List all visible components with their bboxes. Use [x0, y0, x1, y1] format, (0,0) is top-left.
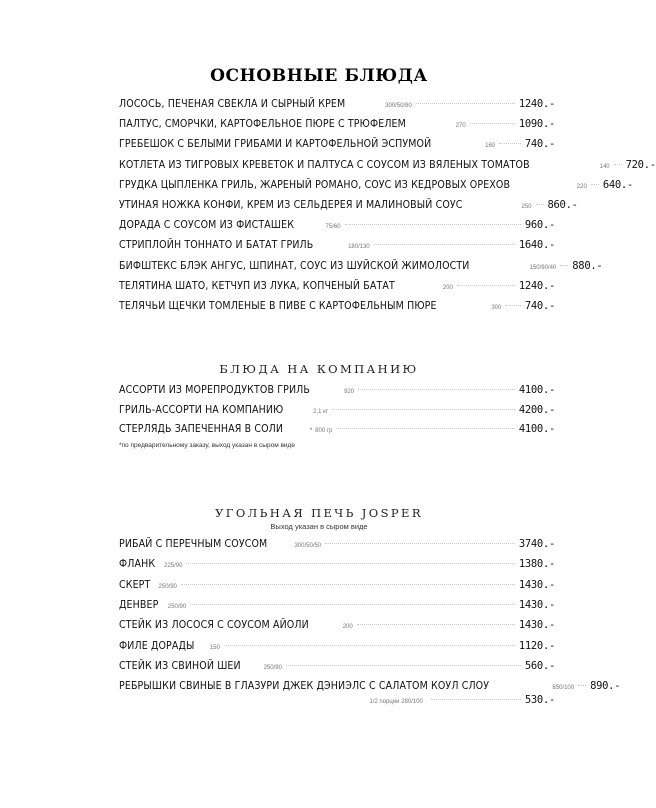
menu-item-name: СТЕРЛЯДЬ ЗАПЕЧЕННАЯ В СОЛИ [119, 422, 284, 435]
menu-item-name: ГРИЛЬ-АССОРТИ НА КОМПАНИЮ [119, 402, 284, 416]
menu-item-name: БИФШТЕКС БЛЭК АНГУС, ШПИНАТ, СОУС ИЗ ШУЙСКОЙ ЖИМОЛОСТИ [119, 258, 470, 272]
menu-item-name: УТИНАЯ НОЖКА КОНФИ, КРЕМ ИЗ СЕЛЬДЕРЕЯ И МАЛИНОВЫЙ СОУС [119, 198, 463, 211]
menu-item-row [119, 557, 555, 575]
menu-item-name-group [119, 137, 495, 150]
menu-item-name-group [119, 117, 466, 130]
menu-item-price: 3740.- [518, 538, 555, 550]
menu-item-price: 740.- [524, 138, 555, 151]
menu-item-name-group [119, 403, 328, 416]
menu-item-name-group [119, 178, 587, 191]
menu-item-row [119, 198, 578, 216]
menu-item-weight: 140 [599, 163, 610, 170]
menu-item-name: СТЕЙК ИЗ ЛОСОСЯ С СОУСОМ АЙОЛИ [119, 618, 309, 632]
leader-dots [224, 645, 515, 646]
leader-dots [614, 164, 622, 165]
menu-item-name-group [119, 279, 453, 292]
menu-item-weight: 270 [455, 123, 466, 130]
leader-dots [325, 543, 515, 544]
menu-item-name-group [119, 238, 370, 251]
menu-item-price: 1430.- [518, 578, 555, 591]
menu-item-name-group [119, 659, 282, 672]
section-title-josper: УГОЛЬНАЯ ПЕЧЬ JOSPER [215, 506, 423, 520]
menu-item-name-group [119, 259, 556, 272]
menu-item-weight: 800 гр [315, 428, 333, 434]
menu-item-price: 4100.- [518, 384, 555, 396]
company-footnote: *по предварительному заказу, выход указан в сыром виде [119, 442, 295, 449]
menu-item-name-group [119, 578, 177, 591]
leader-dots [431, 699, 521, 700]
menu-item-price: 1240.- [518, 279, 555, 292]
menu-item-name-group [119, 198, 532, 211]
menu-item-name: ТЕЛЯЧЬИ ЩЕЧКИ ТОМЛЕНЫЕ В ПИВЕ С КАРТОФЕЛЬНЫМ ПЮРЕ [119, 299, 437, 312]
leader-dots [345, 224, 521, 225]
menu-item-name-group [119, 598, 186, 611]
leader-dots [286, 665, 521, 666]
menu-item-price: 740.- [524, 300, 555, 312]
menu-item-row [119, 157, 656, 176]
leader-dots [374, 244, 515, 245]
menu-item-name: РИБАЙ С ПЕРЕЧНЫМ СОУСОМ [119, 537, 268, 550]
menu-item-price: 4100.- [518, 423, 555, 435]
section-title-main: ОСНОВНЫЕ БЛЮДА [210, 66, 428, 86]
menu-item-weight: 225/90 [164, 563, 183, 570]
menu-item-row [119, 299, 555, 317]
menu-item-name-group [119, 557, 182, 570]
menu-item-weight: 200 [442, 284, 453, 291]
menu-item-price: 720.- [625, 158, 656, 171]
menu-item-name: ТЕЛЯТИНА ШАТО, КЕТЧУП ИЗ ЛУКА, КОПЧЕНЫЙ БАТАТ [119, 278, 395, 292]
menu-item-row [119, 598, 555, 616]
menu-item-weight: 300/50/80 [385, 103, 412, 109]
menu-item-row [119, 218, 555, 236]
footnote-mark: * [309, 428, 313, 434]
menu-item-row [119, 258, 603, 277]
menu-item-row [119, 137, 555, 155]
menu-item-name: ПАЛТУС, СМОРЧКИ, КАРТОФЕЛЬНОЕ ПЮРЕ С ТРЮФЕЛЕМ [119, 117, 406, 131]
menu-item-price: 860.- [547, 199, 578, 211]
menu-item-weight: 200 [342, 624, 353, 631]
menu-item-price: 880.- [572, 259, 603, 272]
menu-item-name-group [119, 158, 610, 171]
josper-subtitle: Выход указан в сыром виде [270, 522, 368, 531]
menu-item-name: ФЛАНК [119, 557, 156, 571]
menu-item-name-group [119, 679, 574, 692]
menu-item-row [119, 97, 555, 115]
menu-item-name-group [119, 218, 341, 231]
menu-item-weight: 920 [344, 389, 355, 395]
menu-item-row [119, 578, 555, 596]
menu-item-name: СТРИПЛОЙН ТОННАТО И БАТАТ ГРИЛЬ [119, 238, 314, 252]
menu-item-name: РЕБРЫШКИ СВИНЫЕ В ГЛАЗУРИ ДЖЕК ДЭНИЭЛС С САЛАТОМ КОУЛ СЛОУ [119, 679, 490, 693]
menu-item-weight: 160 [485, 143, 496, 150]
menu-item-price: 1120.- [518, 639, 555, 652]
menu-item-row [119, 422, 555, 440]
menu-item-weight: 250/90 [167, 603, 187, 610]
menu-item-row [119, 279, 555, 297]
menu-item-name: ФИЛЕ ДОРАДЫ [119, 638, 195, 652]
leader-dots [560, 265, 568, 266]
leader-dots [416, 103, 515, 104]
menu-item-name-group [119, 422, 332, 435]
menu-item-name: СТЕЙК ИЗ СВИНОЙ ШЕИ [119, 658, 241, 672]
menu-item-weight: 180/130 [348, 244, 370, 251]
menu-item-name-group [119, 383, 354, 396]
menu-item-row [119, 177, 633, 196]
menu-item-price: 1240.- [518, 98, 555, 110]
menu-item-price: 560.- [524, 659, 555, 672]
menu-item-name-group [119, 618, 353, 631]
menu-item-row [119, 618, 555, 636]
menu-item-weight: 300 [491, 305, 502, 311]
menu-item-row [119, 117, 555, 135]
menu-item-weight: 250/90 [158, 583, 177, 590]
leader-dots [470, 123, 515, 124]
leader-dots [457, 285, 515, 286]
leader-dots [499, 143, 521, 144]
menu-item-price: 640.- [602, 178, 633, 191]
half-portion-row [119, 694, 555, 712]
menu-item-row [119, 659, 555, 677]
menu-item-price: 1430.- [518, 619, 555, 632]
menu-item-weight: 300/50/50 [294, 543, 322, 549]
menu-item-name-group [119, 639, 220, 652]
leader-dots [358, 389, 515, 390]
menu-item-price: 1640.- [518, 239, 555, 252]
menu-item-weight: 850/100 [552, 685, 575, 692]
menu-item-name: ДОРАДА С СОУСОМ ИЗ ФИСТАШЕК [119, 218, 295, 232]
menu-item-name: ГРЕБЕШОК С БЕЛЫМИ ГРИБАМИ И КАРТОФЕЛЬНОЙ ЭСПУМОЙ [119, 137, 432, 151]
leader-dots [578, 685, 586, 686]
half-portion-label: 1/2 порции 280/100 [369, 699, 423, 705]
leader-dots [536, 204, 544, 205]
leader-dots [591, 184, 599, 185]
menu-item-price: 1090.- [518, 118, 555, 131]
menu-item-price: 890.- [590, 680, 621, 693]
menu-item-name: ГРУДКА ЦЫПЛЕНКА ГРИЛЬ, ЖАРЕНЫЙ РОМАНО, СОУС ИЗ КЕДРОВЫХ ОРЕХОВ [119, 177, 511, 191]
menu-item-name-group [119, 299, 501, 312]
menu-item-weight: 2,1 кг [313, 408, 328, 415]
menu-item-weight: 150 [209, 644, 220, 651]
leader-dots [357, 624, 515, 625]
menu-item-weight: 250 [521, 204, 532, 210]
menu-item-price: 1380.- [518, 558, 555, 571]
leader-dots [505, 305, 521, 306]
menu-item-name: СКЕРТ [119, 577, 151, 591]
leader-dots [332, 409, 515, 410]
menu-item-name: АССОРТИ ИЗ МОРЕПРОДУКТОВ ГРИЛЬ [119, 383, 311, 396]
leader-dots [181, 584, 515, 585]
menu-item-name: ЛОСОСЬ, ПЕЧЕНАЯ СВЕКЛА И СЫРНЫЙ КРЕМ [119, 97, 346, 110]
menu-item-row [119, 383, 555, 401]
menu-item-price: 960.- [524, 219, 555, 232]
leader-dots [336, 428, 514, 429]
menu-item-weight: 75/60 [325, 224, 341, 231]
menu-item-name: ДЕНВЕР [119, 597, 159, 611]
menu-item-weight: 150/90/40 [529, 264, 557, 271]
half-portion-price: 530.- [524, 694, 555, 706]
menu-item-price: 4200.- [518, 403, 555, 416]
menu-item-name-group [119, 537, 321, 550]
menu-item-row [119, 639, 555, 657]
menu-item-row [119, 403, 555, 421]
menu-item-name: КОТЛЕТА ИЗ ТИГРОВЫХ КРЕВЕТОК И ПАЛТУСА С СОУСОМ ИЗ ВЯЛЕНЫХ ТОМАТОВ [119, 157, 530, 171]
menu-item-row [119, 537, 555, 555]
menu-item-name-group [119, 97, 412, 110]
menu-item-row [119, 238, 555, 256]
section-title-company: БЛЮДА НА КОМПАНИЮ [219, 362, 419, 376]
leader-dots [186, 563, 514, 564]
menu-item-weight: 220 [576, 183, 587, 190]
leader-dots [190, 604, 515, 605]
menu-item-weight: 250/90 [263, 664, 282, 671]
menu-item-price: 1430.- [518, 598, 555, 611]
